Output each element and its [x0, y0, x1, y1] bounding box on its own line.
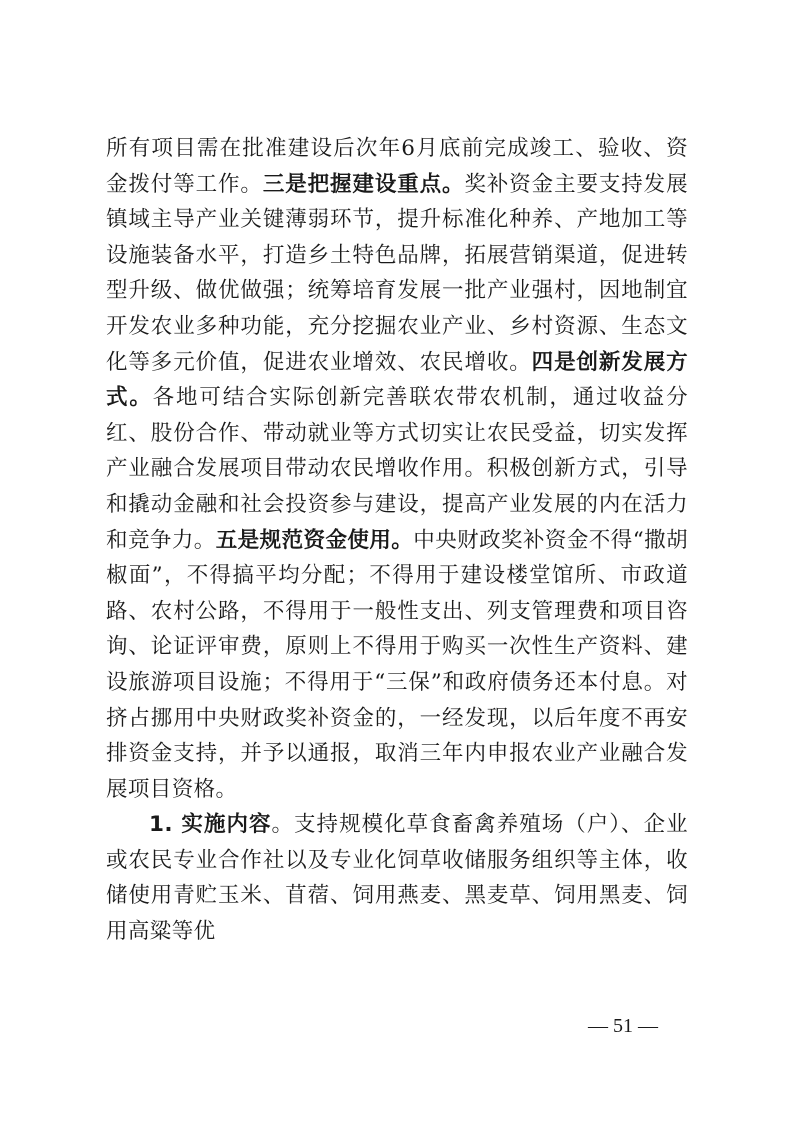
paragraph-text: 各地可结合实际创新完善联农带农机制，通过收益分红、股份合作、带动就业等方式切实让农民受益，切实发挥产业融合发展项目带动农民增收作用。积极创新方式，引导和撬动金融和社会投资参与建设，提高产业发展的内在活力和竞争力。: [106, 385, 689, 553]
paragraph-text: 。支持规模化草食畜禽养殖场（户）、企业或农民专业合作社以及专业化饲草收储服务组织等主体，收储使用青贮玉米、苜蓿、饲用燕麦、黑麦草、饲用黑麦、饲用高粱等优: [106, 812, 688, 945]
paragraph-text: 所有项目需在批准建设后次年6月底前完成竣工、验收、资金拨付等工作。: [106, 136, 688, 197]
paragraph: [106, 807, 688, 949]
bold-lead-phrase: 1. 实施内容: [149, 812, 272, 838]
paragraph-text: 中央财政奖补资金不得“撒胡椒面”，不得搞平均分配；不得用于建设楼堂馆所、市政道路、农村公路，不得用于一般性支出、列支管理费和项目咨询、论证评审费，原则上不得用于购买一次性生产资料、建设旅游项目设施；不得用于“三保”和政府债务还本付息。对挤占挪用中央财政奖补资金的，一经发现，以后年度不再安排资金支持，并予以通报，取消三年内申报农业产业融合发展项目资格。: [106, 527, 688, 802]
page-number: — 51 —: [588, 1015, 658, 1037]
paragraph-text: 奖补资金主要支持发展镇域主导产业关键薄弱环节，提升标准化种养、产地加工等设施装备水平，打造乡土特色品牌，拓展营销渠道，促进转型升级、做优做强；统筹培育发展一批产业强村，因地制宜开发农业多种功能，充分挖掘农业产业、乡村资源、生态文化等多元价值，促进农业增效、农民增收。: [106, 171, 688, 375]
paragraph: [106, 131, 688, 807]
bold-lead-phrase: 四是创新发展方式。: [106, 349, 688, 411]
document-body: [106, 131, 688, 950]
bold-lead-phrase: 三是把握建设重点。: [262, 171, 465, 197]
bold-lead-phrase: 五是规范资金使用。: [215, 527, 414, 553]
